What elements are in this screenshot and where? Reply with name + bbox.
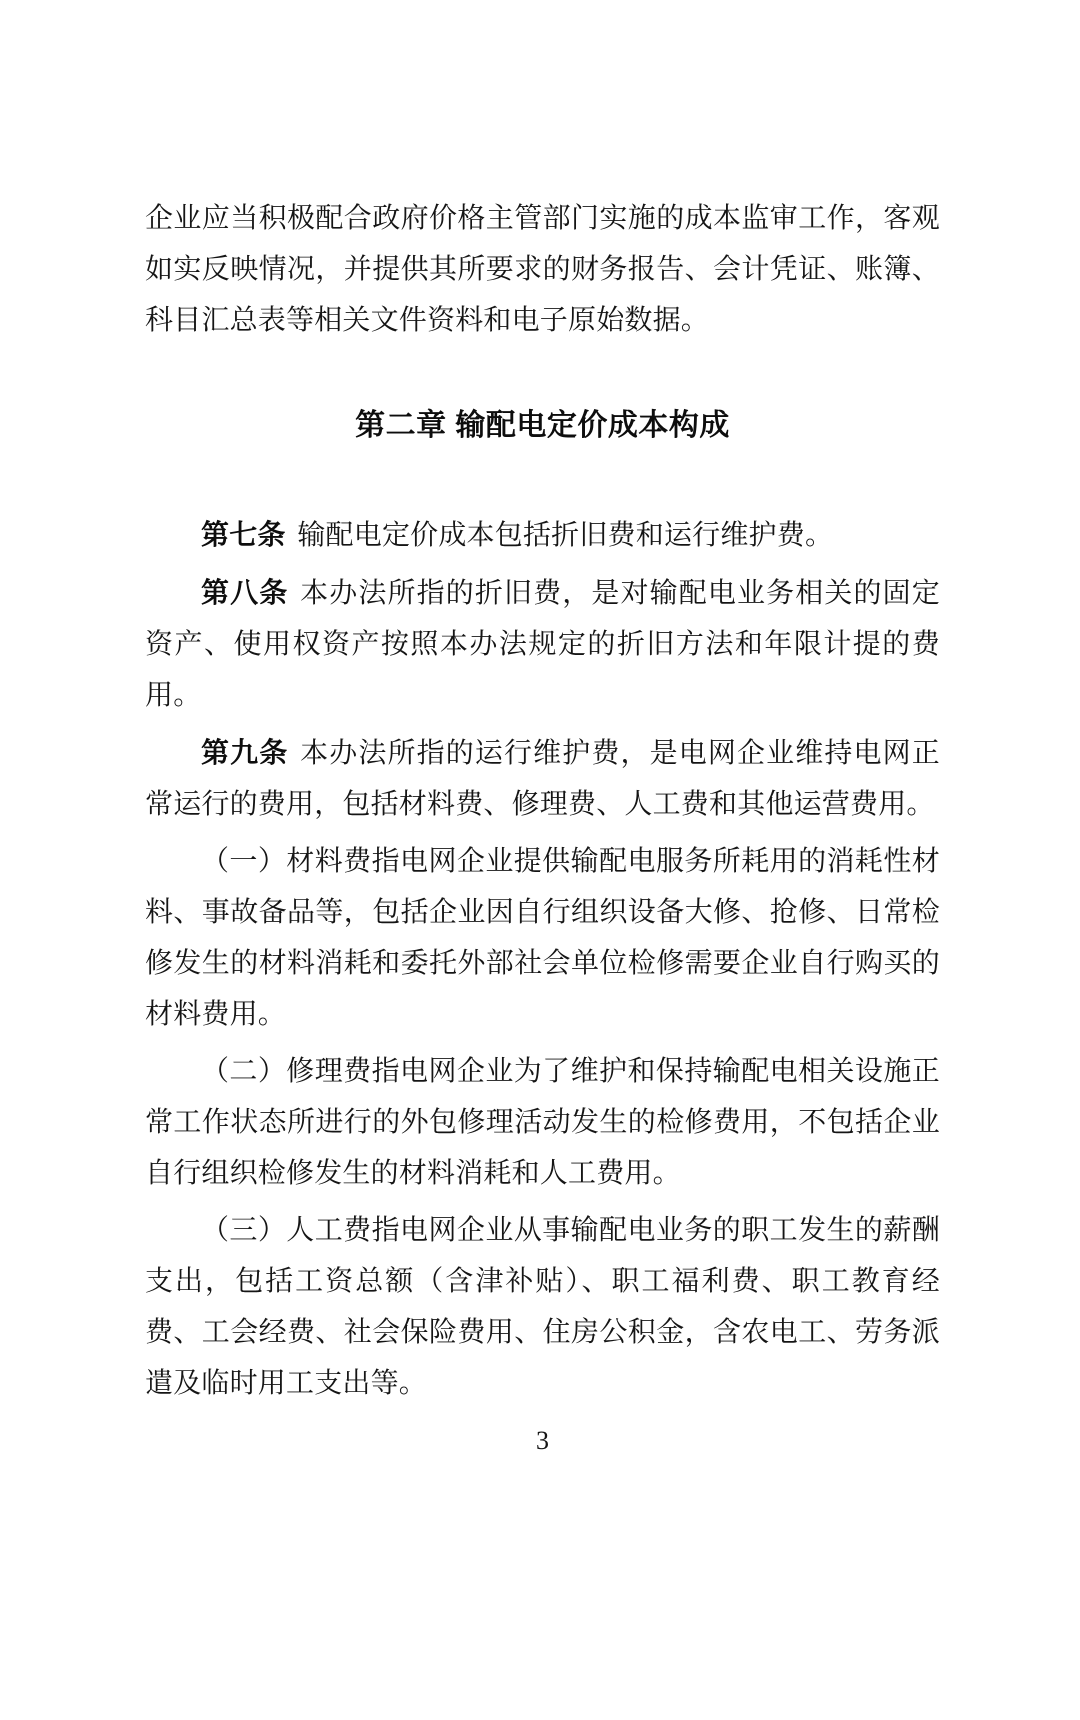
article-7 bbox=[145, 509, 940, 561]
document-content bbox=[0, 193, 1080, 1456]
article-9-label: 第九条 bbox=[201, 737, 289, 768]
article-9 bbox=[145, 727, 940, 830]
item-2-repair-cost: （二）修理费指电网企业为了维护和保持输配电相关设施正常工作状态所进行的外包修理活动发生的检修费用，不包括企业自行组织检修发生的材料消耗和人工费用。 bbox=[145, 1056, 940, 1189]
article-9-text: 本办法所指的运行维护费，是电网企业维持电网正常运行的费用，包括材料费、修理费、人工费和其他运营费用。 bbox=[145, 738, 940, 820]
paragraph-continuation: 企业应当积极配合政府价格主管部门实施的成本监审工作，客观如实反映情况，并提供其所要求的财务报告、会计凭证、账簿、科目汇总表等相关文件资料和电子原始数据。 bbox=[145, 203, 940, 336]
chapter-heading: 第二章 输配电定价成本构成 bbox=[355, 409, 730, 442]
item-3-labor-cost: （三）人工费指电网企业从事输配电业务的职工发生的薪酬支出，包括工资总额（含津补贴）、职工福利费、职工教育经费、工会经费、社会保险费用、住房公积金，含农电工、劳务派遣及临时用工支出等。 bbox=[145, 1215, 940, 1399]
article-8 bbox=[145, 567, 940, 721]
article-8-label: 第八条 bbox=[201, 577, 289, 608]
page-number: 3 bbox=[536, 1426, 549, 1455]
article-8-text: 本办法所指的折旧费，是对输配电业务相关的固定资产、使用权资产按照本办法规定的折旧方法和年限计提的费用。 bbox=[145, 578, 940, 711]
item-1-material-cost: （一）材料费指电网企业提供输配电服务所耗用的消耗性材料、事故备品等，包括企业因自行组织设备大修、抢修、日常检修发生的材料消耗和委托外部社会单位检修需要企业自行购买的材料费用。 bbox=[145, 846, 940, 1030]
document-page bbox=[0, 193, 1080, 1720]
article-7-label: 第七条 bbox=[201, 519, 286, 550]
article-7-text: 输配电定价成本包括折旧费和运行维护费。 bbox=[297, 520, 834, 551]
